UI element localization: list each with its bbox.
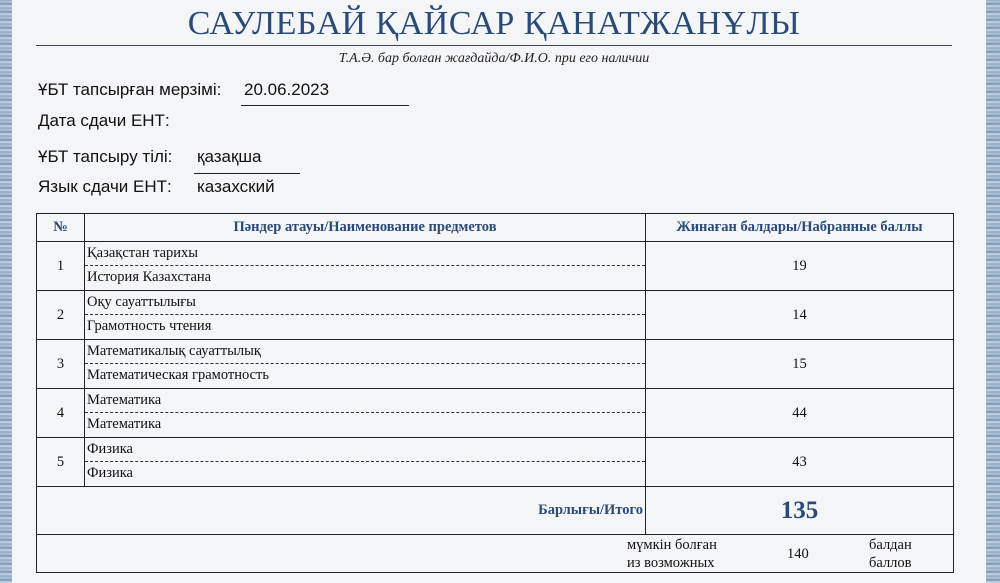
- header-number: №: [37, 214, 85, 242]
- exam-date-label-kz: ҰБТ тапсырған мерзімі:: [38, 80, 222, 99]
- exam-date-value: 20.06.2023: [244, 80, 330, 99]
- possible-suffix-kz: балдан: [869, 536, 912, 553]
- row-subject: [85, 389, 646, 438]
- row-score: 44: [646, 389, 954, 438]
- decorative-border-right: [986, 0, 1000, 583]
- row-score: 14: [646, 291, 954, 340]
- row-number: 5: [37, 438, 85, 487]
- row-score: 19: [646, 242, 954, 291]
- row-score: 43: [646, 438, 954, 487]
- table-row: [37, 291, 954, 340]
- table-row: [37, 438, 954, 487]
- exam-language-label-ru: Язык сдачи ЕНТ:: [38, 177, 172, 196]
- total-score: 135: [646, 487, 954, 535]
- scores-table: [36, 213, 954, 573]
- possible-max-score: 140: [787, 545, 809, 562]
- subject-name-ru: Математика: [87, 416, 162, 432]
- subject-name-kz: Физика: [85, 438, 645, 462]
- exam-language-label-kz: ҰБТ тапсыру тілі:: [38, 147, 173, 166]
- possible-cell: [37, 535, 954, 573]
- exam-date-label-ru: Дата сдачи ЕНТ:: [38, 111, 170, 130]
- exam-language-value-ru: казахский: [197, 177, 275, 196]
- exam-language-value-kz: қазақша: [197, 147, 262, 166]
- row-number: 4: [37, 389, 85, 438]
- name-caption: Т.А.Ә. бар болған жағдайда/Ф.И.О. при его наличии: [338, 51, 650, 66]
- row-score: 15: [646, 340, 954, 389]
- subject-name-kz: Математика: [85, 389, 645, 413]
- table-row: [37, 389, 954, 438]
- decorative-border-left: [0, 0, 12, 583]
- header-score: Жинаған балдары/Набранные баллы: [646, 214, 954, 242]
- subject-name-kz: Оқу сауаттылығы: [85, 291, 645, 315]
- row-subject: [85, 340, 646, 389]
- exam-language-underline: [194, 173, 300, 174]
- subject-name-kz: Қазақстан тарихы: [85, 242, 645, 266]
- table-header-row: [37, 214, 954, 242]
- student-full-name: САУЛЕБАЙ ҚАЙСАР ҚАНАТЖАНҰЛЫ: [36, 2, 952, 46]
- subject-name-ru: История Казахстана: [87, 269, 212, 285]
- exam-date-underline: [241, 105, 409, 106]
- possible-row: [37, 535, 954, 573]
- possible-prefix-kz: мүмкін болған: [627, 536, 717, 553]
- table-row: [37, 340, 954, 389]
- possible-suffix-ru: баллов: [869, 554, 912, 571]
- row-number: 1: [37, 242, 85, 291]
- table-row: [37, 242, 954, 291]
- row-number: 3: [37, 340, 85, 389]
- subject-name-ru: Физика: [87, 465, 133, 481]
- possible-prefix-ru: из возможных: [627, 554, 715, 571]
- total-row: [37, 487, 954, 535]
- row-number: 2: [37, 291, 85, 340]
- subject-name-kz: Математикалық сауаттылық: [85, 340, 645, 364]
- row-subject: [85, 291, 646, 340]
- row-subject: [85, 438, 646, 487]
- header-subject: Пәндер атауы/Наименование предметов: [85, 214, 646, 242]
- subject-name-ru: Грамотность чтения: [87, 318, 212, 334]
- total-label: Барлығы/Итого: [37, 487, 646, 535]
- row-subject: [85, 242, 646, 291]
- subject-name-ru: Математическая грамотность: [87, 367, 270, 383]
